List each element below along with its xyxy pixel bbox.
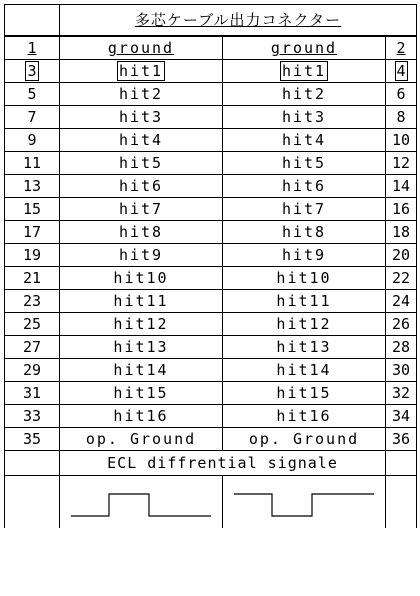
- right-pin-number: 6: [396, 85, 406, 103]
- left-pin-number: 27: [22, 338, 42, 356]
- signal-a-cell: [60, 83, 223, 106]
- signal-b: hit13: [276, 338, 332, 356]
- signal-a-cell: [60, 60, 223, 83]
- signal-b-cell: [223, 83, 386, 106]
- left-pin-number: 13: [22, 177, 42, 195]
- signal-b: hit14: [276, 361, 332, 379]
- left-pin-number-cell: [5, 382, 60, 405]
- signal-b: hit3: [281, 108, 327, 126]
- right-pin-number-cell: [386, 405, 417, 428]
- signal-a-cell: [60, 359, 223, 382]
- left-pin-number-cell: [5, 359, 60, 382]
- signal-a: hit13: [113, 338, 169, 356]
- signal-a: hit1: [118, 62, 164, 80]
- waveform-negative-pulse-trace: [234, 494, 374, 516]
- signal-a-cell: [60, 336, 223, 359]
- page-title: 多芯ケーブル出力コネクター: [60, 5, 417, 37]
- right-pin-number-cell: [386, 198, 417, 221]
- right-pin-number: 20: [391, 246, 411, 264]
- signal-b: hit9: [281, 246, 327, 264]
- left-pin-number-cell: [5, 36, 60, 60]
- signal-b: hit1: [281, 62, 327, 80]
- left-pin-number-cell: [5, 336, 60, 359]
- left-pin-number-cell: [5, 221, 60, 244]
- right-pin-number-cell: [386, 129, 417, 152]
- waveform-negative-pulse: [234, 490, 374, 520]
- waveform-positive-pulse-trace: [71, 494, 211, 516]
- pin-row: [5, 221, 417, 244]
- signal-b-cell: [223, 244, 386, 267]
- pin-row: [5, 313, 417, 336]
- signal-a-cell: [60, 428, 223, 451]
- right-pin-number: 34: [391, 407, 411, 425]
- signal-a-cell: [60, 267, 223, 290]
- signal-a-cell: [60, 175, 223, 198]
- right-pin-number-cell: [386, 244, 417, 267]
- wave-b-cell: [223, 476, 386, 529]
- signal-a-cell: [60, 36, 223, 60]
- signal-a-cell: [60, 313, 223, 336]
- left-pin-number: 25: [22, 315, 42, 333]
- left-pin-number-cell: [5, 83, 60, 106]
- right-pin-number-cell: [386, 359, 417, 382]
- pin-row: [5, 382, 417, 405]
- signal-a: hit3: [118, 108, 164, 126]
- signal-b-cell: [223, 359, 386, 382]
- left-pin-number-cell: [5, 106, 60, 129]
- title-row: [5, 5, 417, 37]
- right-pin-number: 18: [391, 223, 411, 241]
- pin-row: [5, 175, 417, 198]
- signal-b-cell: [223, 428, 386, 451]
- signal-b-cell: [223, 36, 386, 60]
- right-pin-number: 2: [396, 39, 406, 57]
- right-pin-number-cell: [386, 60, 417, 83]
- signal-a-cell: [60, 382, 223, 405]
- left-pin-number: 5: [27, 85, 37, 103]
- right-pin-number-cell: [386, 336, 417, 359]
- wave-right-blank: [386, 476, 417, 529]
- signal-b-cell: [223, 60, 386, 83]
- signal-a: hit4: [118, 131, 164, 149]
- left-pin-number: 11: [22, 154, 42, 172]
- left-pin-number: 9: [27, 131, 37, 149]
- signal-b-cell: [223, 313, 386, 336]
- left-pin-number-cell: [5, 428, 60, 451]
- signal-b-cell: [223, 267, 386, 290]
- pin-row: [5, 405, 417, 428]
- signal-a-cell: [60, 129, 223, 152]
- signal-a: hit11: [113, 292, 169, 310]
- right-pin-number: 24: [391, 292, 411, 310]
- signal-b: hit11: [276, 292, 332, 310]
- signal-a-cell: [60, 244, 223, 267]
- signal-b-cell: [223, 152, 386, 175]
- signal-a: hit2: [118, 85, 164, 103]
- waveform-row: [5, 476, 417, 529]
- signal-b: hit10: [276, 269, 332, 287]
- ecl-right-blank: [386, 451, 417, 476]
- signal-b-cell: [223, 106, 386, 129]
- signal-b: hit15: [276, 384, 332, 402]
- pin-row: [5, 244, 417, 267]
- pin-row: [5, 336, 417, 359]
- left-pin-number-cell: [5, 405, 60, 428]
- pin-row: [5, 83, 417, 106]
- right-pin-number: 28: [391, 338, 411, 356]
- signal-a: hit9: [118, 246, 164, 264]
- signal-a-cell: [60, 198, 223, 221]
- pin-row: [5, 36, 417, 60]
- right-pin-number: 22: [391, 269, 411, 287]
- waveform-positive-pulse: [71, 490, 211, 520]
- left-pin-number-cell: [5, 175, 60, 198]
- right-pin-number-cell: [386, 428, 417, 451]
- pin-row: [5, 129, 417, 152]
- pin-row: [5, 359, 417, 382]
- signal-a: hit16: [113, 407, 169, 425]
- right-pin-number: 30: [391, 361, 411, 379]
- left-pin-number-cell: [5, 290, 60, 313]
- signal-b-cell: [223, 382, 386, 405]
- right-pin-number: 36: [391, 430, 411, 448]
- left-pin-number: 15: [22, 200, 42, 218]
- left-pin-number: 21: [22, 269, 42, 287]
- right-pin-number-cell: [386, 83, 417, 106]
- signal-b: hit2: [281, 85, 327, 103]
- signal-b-cell: [223, 175, 386, 198]
- signal-a: op. Ground: [85, 430, 197, 448]
- left-pin-number-cell: [5, 198, 60, 221]
- signal-b: hit16: [276, 407, 332, 425]
- title-corner-cell: [5, 5, 60, 37]
- left-pin-number: 19: [22, 246, 42, 264]
- right-pin-number-cell: [386, 36, 417, 60]
- signal-a-cell: [60, 290, 223, 313]
- signal-a: hit12: [113, 315, 169, 333]
- signal-a: hit14: [113, 361, 169, 379]
- signal-a-cell: [60, 405, 223, 428]
- right-pin-number-cell: [386, 175, 417, 198]
- left-pin-number-cell: [5, 313, 60, 336]
- signal-b-cell: [223, 221, 386, 244]
- ecl-left-blank: [5, 451, 60, 476]
- left-pin-number: 33: [22, 407, 42, 425]
- left-pin-number-cell: [5, 152, 60, 175]
- left-pin-number-cell: [5, 129, 60, 152]
- left-pin-number: 29: [22, 361, 42, 379]
- signal-b-cell: [223, 405, 386, 428]
- right-pin-number-cell: [386, 290, 417, 313]
- left-pin-number-cell: [5, 267, 60, 290]
- right-pin-number: 14: [391, 177, 411, 195]
- pin-row: [5, 290, 417, 313]
- signal-b: hit8: [281, 223, 327, 241]
- right-pin-number-cell: [386, 382, 417, 405]
- left-pin-number-cell: [5, 60, 60, 83]
- signal-b: ground: [270, 39, 338, 57]
- signal-a: hit6: [118, 177, 164, 195]
- left-pin-number: 1: [27, 39, 37, 57]
- signal-b: hit5: [281, 154, 327, 172]
- right-pin-number-cell: [386, 313, 417, 336]
- right-pin-number-cell: [386, 152, 417, 175]
- left-pin-number: 17: [22, 223, 42, 241]
- signal-b: hit12: [276, 315, 332, 333]
- signal-a: hit15: [113, 384, 169, 402]
- pin-row: [5, 60, 417, 83]
- left-pin-number: 7: [27, 108, 37, 126]
- signal-a: hit7: [118, 200, 164, 218]
- pin-row: [5, 267, 417, 290]
- signal-a-cell: [60, 152, 223, 175]
- signal-b-cell: [223, 129, 386, 152]
- right-pin-number-cell: [386, 106, 417, 129]
- ecl-note: ECL diffrential signale: [60, 451, 386, 476]
- signal-b: hit4: [281, 131, 327, 149]
- connector-pinout-sheet: [4, 4, 417, 528]
- wave-left-blank: [5, 476, 60, 529]
- signal-a: ground: [107, 39, 175, 57]
- right-pin-number: 4: [396, 62, 406, 80]
- right-pin-number: 12: [391, 154, 411, 172]
- right-pin-number: 32: [391, 384, 411, 402]
- signal-b-cell: [223, 336, 386, 359]
- signal-b: hit7: [281, 200, 327, 218]
- signal-b: op. Ground: [248, 430, 360, 448]
- right-pin-number: 8: [396, 108, 406, 126]
- signal-a-cell: [60, 221, 223, 244]
- signal-b-cell: [223, 198, 386, 221]
- right-pin-number: 10: [391, 131, 411, 149]
- left-pin-number-cell: [5, 244, 60, 267]
- pin-row: [5, 106, 417, 129]
- left-pin-number: 23: [22, 292, 42, 310]
- left-pin-number: 35: [22, 430, 42, 448]
- signal-a: hit5: [118, 154, 164, 172]
- signal-b: hit6: [281, 177, 327, 195]
- pin-row: [5, 152, 417, 175]
- right-pin-number-cell: [386, 221, 417, 244]
- right-pin-number: 16: [391, 200, 411, 218]
- signal-b-cell: [223, 290, 386, 313]
- signal-a: hit10: [113, 269, 169, 287]
- left-pin-number: 31: [22, 384, 42, 402]
- pinout-table: [4, 4, 417, 528]
- right-pin-number-cell: [386, 267, 417, 290]
- right-pin-number: 26: [391, 315, 411, 333]
- pin-row: [5, 198, 417, 221]
- pin-row: [5, 428, 417, 451]
- left-pin-number: 3: [27, 62, 37, 80]
- signal-a: hit8: [118, 223, 164, 241]
- signal-a-cell: [60, 106, 223, 129]
- ecl-note-row: [5, 451, 417, 476]
- wave-a-cell: [60, 476, 223, 529]
